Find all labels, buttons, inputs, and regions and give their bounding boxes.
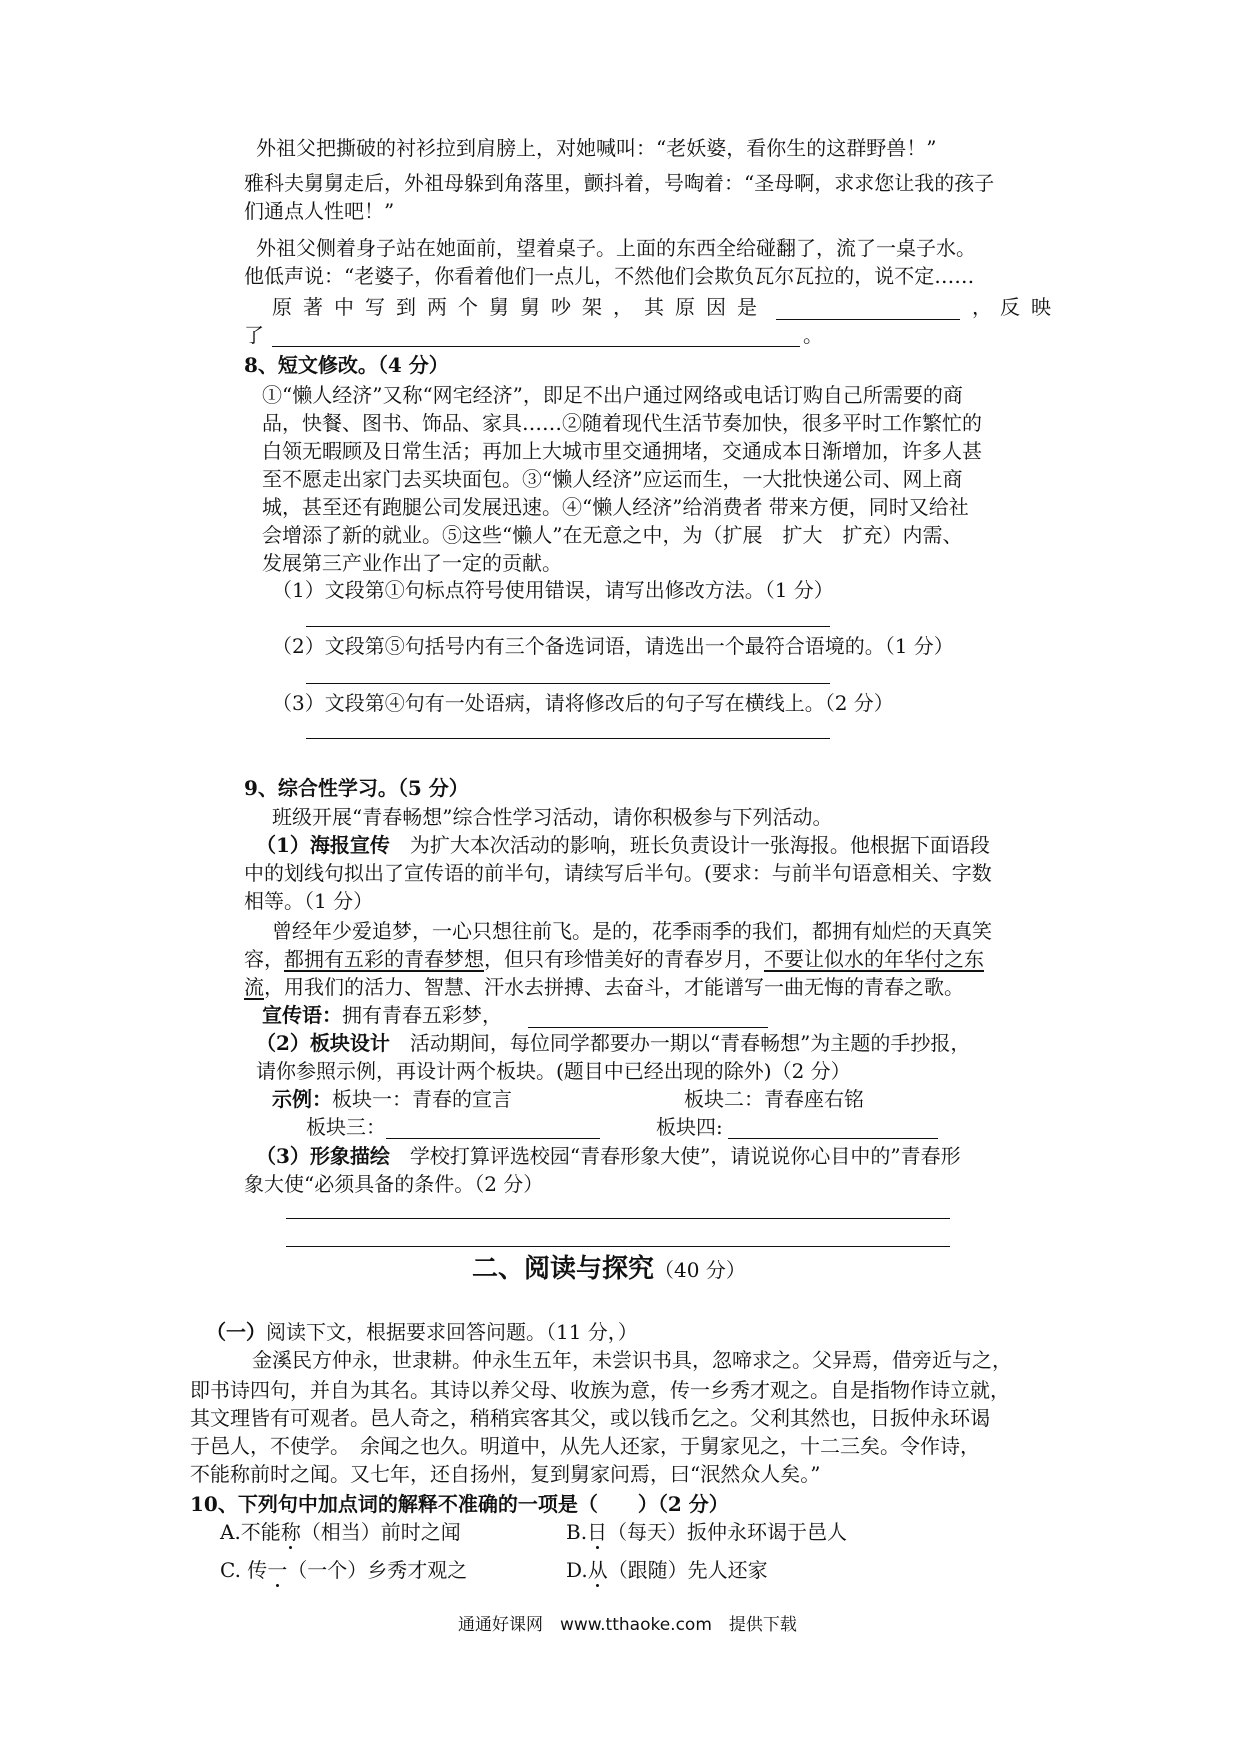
story-paragraph-3-line-2: 他低声说：“老婆子，你看着他们一点儿，不然他们会欺负瓦尔瓦拉的，说不定…… [244,264,975,288]
question-9-example-block-2: 板块二：青春座右铭 [684,1087,864,1111]
section-2-title [472,1256,746,1282]
question-8-sub-1: （1）文段第①句标点符号使用错误，请写出修改方法。（1 分） [272,578,834,602]
option-d-prefix: D. [566,1558,588,1582]
reading-1-passage-line-4: 于邑人，不使学。 余闻之也久。明道中，从先人还家，于舅家见之，十二三矣。令作诗， [190,1434,980,1458]
story-question-comma: ， [972,295,992,319]
question-8-passage-line-5: 城，甚至还有跑腿公司发展迅速。④“懒人经济”给消费者 带来方便，同时又给社 [262,495,969,519]
question-9-task-1-text: 为扩大本次活动的影响，班长负责设计一张海报。他根据下面语段 [409,833,990,857]
reading-1-passage-line-3: 其文理皆有可观者。邑人奇之，稍稍宾客其父，或以钱币乞之。父利其然也，日扳仲永环谒 [190,1406,990,1430]
story-answer-blank-2[interactable] [272,346,800,347]
question-8-sub-2: （2）文段第⑤句括号内有三个备选词语，请选出一个最符合语境的。（1 分） [272,634,954,658]
story-question-reflect: 反映 [1000,295,1062,319]
question-9-slogan-answer-line[interactable] [528,1027,768,1028]
story-paragraph-3-line-1: 外祖父侧着身子站在她面前，望着桌子。上面的东西全给碰翻了，流了一桌子水。 [256,236,976,260]
question-10-option-a [220,1522,461,1542]
question-9-task-1-line-2: 中的划线句拟出了宣传语的前半句，请续写后半句。(要求：与前半句语意相关、字数 [244,861,992,885]
question-9-underlined-sentence-2: 不要让似水的年华付之东 [764,947,984,971]
section-2-points: （40 分） [654,1258,746,1282]
question-8-sub-1-answer-line[interactable] [306,626,830,627]
question-8-sub-3: （3）文段第④句有一处语病，请将修改后的句子写在横线上。（2 分） [272,691,894,715]
option-b-prefix: B. [566,1520,588,1544]
question-9-block-3-label: 板块三： [306,1115,386,1139]
question-9-block-4-label: 板块四: [656,1115,723,1139]
option-c-dotted-word: 一 [267,1558,288,1582]
option-c-text: （一个）乡秀才观之 [287,1558,468,1582]
option-d-dotted-word: 从 [587,1558,608,1582]
question-9-underlined-sentence-2-end: 流 [244,975,264,999]
reading-1-intro: 阅读下文，根据要求回答问题。（11 分，） [266,1320,638,1344]
page-footer: 通通好课网 www.tthaoke.com 提供下载 [458,1615,797,1635]
question-9-slogan-text: 拥有青春五彩梦， [342,1003,502,1027]
option-b-text: （每天）扳仲永环谒于邑人 [607,1520,848,1544]
question-8-sub-2-answer-line[interactable] [306,683,830,684]
question-9-task-3-answer-line-2[interactable] [286,1246,950,1247]
question-10-option-c [220,1560,467,1580]
option-d-text: （跟随）先人还家 [607,1558,768,1582]
question-9-example-block-1: 板块一：青春的宣言 [332,1087,512,1111]
option-c-prefix: C. 传 [220,1558,268,1582]
question-9-task-1-label: （1）海报宣传 [256,833,390,857]
story-answer-blank-1[interactable] [776,319,960,320]
story-paragraph-1: 外祖父把撕破的衬衫拉到肩膀上，对她喊叫：“老妖婆，看你生的这群野兽！” [256,136,937,160]
question-9-heading: 9、综合性学习。（5 分） [244,776,469,800]
question-8-passage-line-1: ①“懒人经济”又称“网宅经济”，即足不出户通过网络或电话订购自己所需要的商 [262,383,963,407]
question-9-example-label: 示例： [272,1087,332,1111]
question-10-option-d [566,1560,768,1580]
question-8-passage-line-6: 会增添了新的就业。⑤这些“懒人”在无意之中，为（扩展 扩大 扩充）内需、 [262,523,963,547]
question-9-task-3-answer-line-1[interactable] [286,1218,950,1219]
reading-1-passage-line-5: 不能称前时之闻。又七年，还自扬州，复到舅家问焉，曰“泯然众人矣。” [190,1462,821,1486]
question-9-passage-line-1: 曾经年少爱追梦，一心只想往前飞。是的，花季雨季的我们，都拥有灿烂的天真笑 [272,919,992,943]
question-9-block-4-answer-line[interactable] [728,1138,938,1139]
story-question-le: 了 [244,323,264,347]
question-8-passage-line-7: 发展第三产业作出了一定的贡献。 [262,551,562,575]
question-9-task-1-line-3: 相等。（1 分） [244,889,374,913]
question-9-task-2-line-2: 请你参照示例，再设计两个板块。(题目中已经出现的除外)（2 分） [256,1059,851,1083]
question-8-passage-line-4: 至不愿走出家门去买块面包。③“懒人经济”应运而生，一大批快递公司、网上商 [262,467,963,491]
reading-1-passage-line-1: 金溪民方仲永，世隶耕。仲永生五年，未尝识书具，忽啼求之。父异焉，借旁近与之， [252,1348,1012,1372]
question-9-intro: 班级开展“青春畅想”综合性学习活动，请你积极参与下列活动。 [272,805,833,829]
question-9-task-3-label: （3）形象描绘 [256,1144,390,1168]
story-paragraph-2-line-1: 雅科夫舅舅走后，外祖母躲到角落里，颤抖着，号啕着：“圣母啊，求求您让我的孩子 [244,171,995,195]
story-question-prompt: 原著中写到两个舅舅吵架，其原因是 [272,295,768,319]
question-10-option-b [566,1522,847,1542]
question-9-block-3-answer-line[interactable] [386,1138,600,1139]
reading-1-passage-line-2: 即书诗四句，并自为其名。其诗以养父母、收族为意，传一乡秀才观之。自是指物作诗立就， [190,1378,1010,1402]
story-question-end: 。 [803,323,823,347]
question-9-passage-line-2-a: 容， [244,947,284,971]
question-9-task-2-label: （2）板块设计 [256,1031,390,1055]
option-a-text: （相当）前时之闻 [300,1520,461,1544]
option-b-dotted-word: 日 [587,1520,608,1544]
question-9-task-3-line-2: 象大使“必须具备的条件。（2 分） [244,1172,544,1196]
option-a-dotted-word: 称 [280,1520,301,1544]
question-9-passage-line-3: ，用我们的活力、智慧、汗水去拼搏、去奋斗，才能谱写一曲无悔的青春之歌。 [264,975,964,999]
reading-1-label: （一） [206,1320,266,1344]
question-9-underlined-sentence-1: 都拥有五彩的青春梦想 [284,947,484,971]
question-8-sub-3-answer-line[interactable] [306,738,830,739]
story-paragraph-2-line-2: 们通点人性吧！” [244,199,395,223]
section-2-title-text: 二、阅读与探究 [472,1254,655,1284]
question-9-task-2-text: 活动期间，每位同学都要办一期以“青春畅想”为主题的手抄报， [409,1031,971,1055]
question-8-passage-line-2: 品，快餐、图书、饰品、家具……②随着现代生活节奏加快，很多平时工作繁忙的 [262,411,982,435]
question-8-heading: 8、短文修改。（4 分） [244,353,449,377]
option-a-prefix: A.不能 [220,1520,281,1544]
question-9-passage-line-2-b: ，但只有珍惜美好的青春岁月， [484,947,764,971]
question-10-stem: 10、下列句中加点词的解释不准确的一项是（ ）（2 分） [190,1492,729,1516]
question-9-slogan-label: 宣传语： [262,1003,342,1027]
question-9-task-3-text: 学校打算评选校园“青春形象大使”，请说说你心目中的”青春形 [409,1144,961,1168]
question-8-passage-line-3: 白领无暇顾及日常生活；再加上大城市里交通拥堵，交通成本日渐增加，许多人甚 [262,439,982,463]
